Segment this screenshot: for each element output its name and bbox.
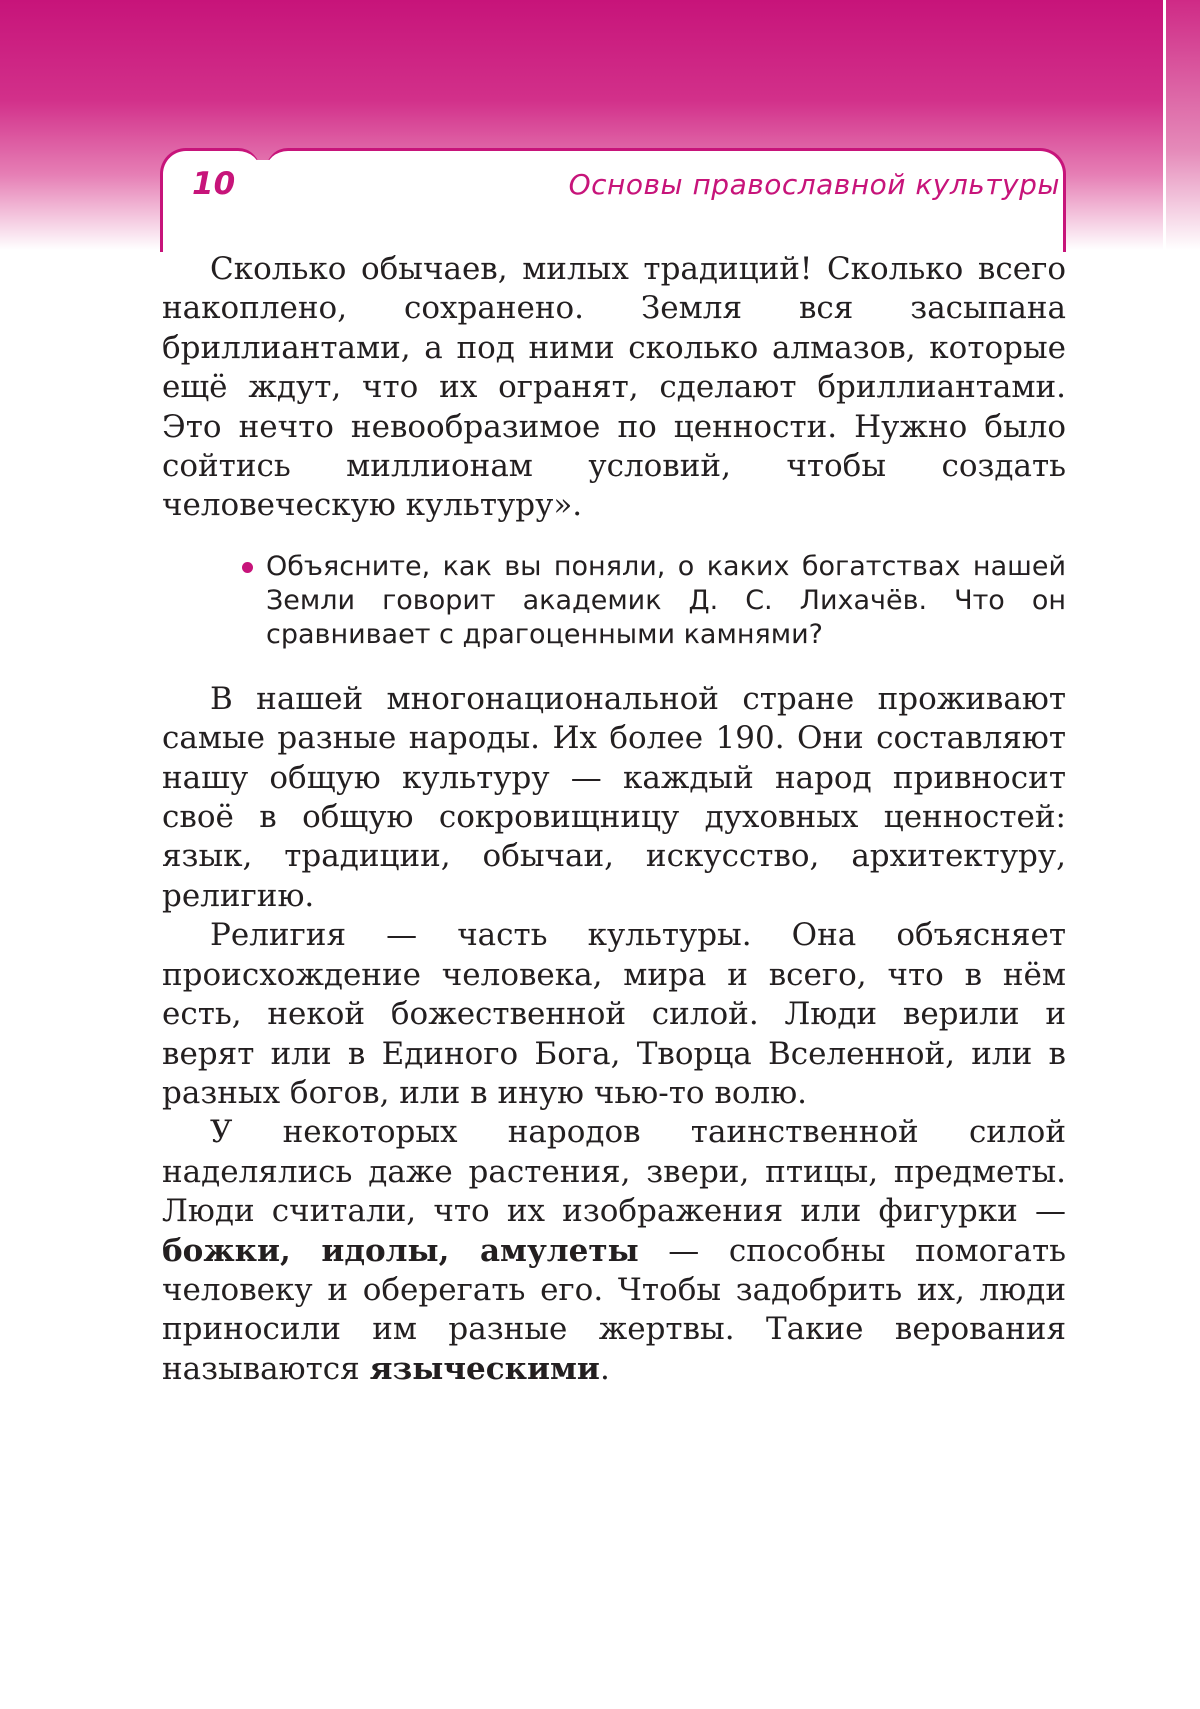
- paragraph-religion: [162, 916, 1066, 1113]
- paragraph-text: Религия — часть культуры. Она объясняет происхождение человека, мира и всего, что в нём есть, некой божественной силой. Люди верили и верят или в Единого Бога, Творца Вселенной, или в разных богов, или в иную чью-то волю.: [162, 917, 1066, 1111]
- paragraph-paganism: [162, 1113, 1066, 1389]
- page-body: [162, 250, 1066, 1389]
- paragraph-text: — способны помогать человеку и оберегать его. Чтобы задобрить их, люди приносили им разные жертвы. Такие верования называются: [162, 1232, 1066, 1387]
- paragraph-text: Сколько обычаев, милых традиций! Сколько всего накоплено, сохранено. Земля вся засыпана бриллиантами, а под ними сколько алмазов, которые ещё ждут, что их огранят, сделают бриллиантами. Это нечто невообразимое по ценности. Нужно было сойтись миллионам условий, чтобы создать человеческую культуру».: [162, 251, 1066, 524]
- question-block: [162, 550, 1066, 652]
- paragraph-text: .: [599, 1350, 610, 1387]
- paragraph-text: В нашей многонациональной стране проживают самые разные народы. Их более 190. Они составляют нашу общую культуру — каждый народ привносит своё в общую сокровищницу духовных ценностей: язык, традиции, обычаи, искусство, архитектуру, религию.: [162, 680, 1066, 914]
- paragraph-text: У некоторых народов таинственной силой наделялись даже растения, звери, птицы, предметы. Люди считали, что их изображения или фигурки —: [162, 1114, 1066, 1230]
- bold-term-idols: божки, идолы, амулеты: [162, 1232, 639, 1269]
- running-title: Основы православной культуры: [568, 168, 1060, 201]
- question-text: Объясните, как вы поняли, о каких богатствах нашей Земли говорит академик Д. С. Лихачёв. Что он сравнивает с драгоценными камнями?: [266, 550, 1066, 650]
- page-number: 10: [192, 166, 236, 202]
- tab-separator: [252, 160, 272, 252]
- paragraph-quote-ending: [162, 250, 1066, 526]
- bold-term-pagan: языческими: [369, 1350, 600, 1387]
- page-edge-strip: [1163, 0, 1200, 250]
- bullet-icon: [242, 562, 253, 573]
- paragraph-peoples: [162, 680, 1066, 916]
